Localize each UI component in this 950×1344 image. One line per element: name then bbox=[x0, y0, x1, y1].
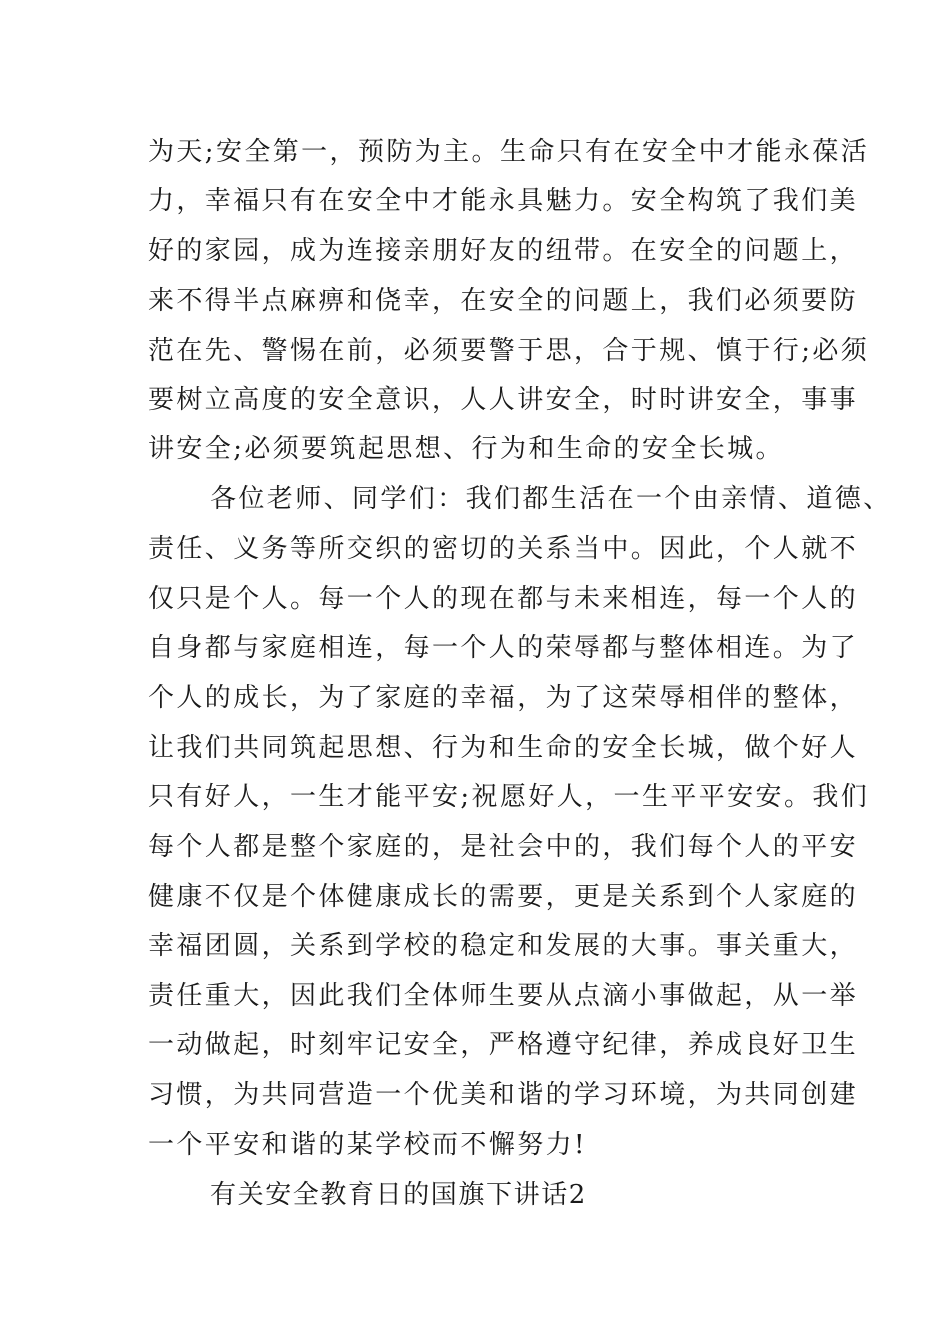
text-line: 好的家园，成为连接亲朋好友的纽带。在安全的问题上， bbox=[148, 236, 859, 266]
text-line: 力，幸福只有在安全中才能永具魅力。安全构筑了我们美 bbox=[148, 186, 859, 216]
section-heading: 有关安全教育日的国旗下讲话2 bbox=[210, 1180, 587, 1210]
text-line: 为天;安全第一，预防为主。生命只有在安全中才能永葆活 bbox=[148, 137, 870, 167]
text-line: 个人的成长，为了家庭的幸福，为了这荣辱相伴的整体， bbox=[148, 683, 859, 713]
text-line: 责任重大，因此我们全体师生要从点滴小事做起，从一举 bbox=[148, 981, 859, 1011]
text-line: 让我们共同筑起思想、行为和生命的安全长城，做个好人 bbox=[148, 733, 859, 763]
text-line: 范在先、警惕在前，必须要警于思，合于规、慎于行;必须 bbox=[148, 336, 870, 366]
text-line: 讲安全;必须要筑起思想、行为和生命的安全长城。 bbox=[148, 434, 784, 464]
text-line: 各位老师、同学们：我们都生活在一个由亲情、道德、 bbox=[210, 484, 892, 514]
text-line: 一个平安和谐的某学校而不懈努力! bbox=[148, 1130, 587, 1160]
text-line: 自身都与家庭相连，每一个人的荣辱都与整体相连。为了 bbox=[148, 633, 859, 663]
text-line: 幸福团圆，关系到学校的稳定和发展的大事。事关重大， bbox=[148, 931, 859, 961]
text-line: 要树立高度的安全意识，人人讲安全，时时讲安全，事事 bbox=[148, 385, 859, 415]
text-line: 只有好人，一生才能平安;祝愿好人，一生平平安安。我们 bbox=[148, 782, 870, 812]
text-line: 每个人都是整个家庭的，是社会中的，我们每个人的平安 bbox=[148, 832, 859, 862]
text-line: 习惯，为共同营造一个优美和谐的学习环境，为共同创建 bbox=[148, 1080, 859, 1110]
text-line: 来不得半点麻痹和侥幸，在安全的问题上，我们必须要防 bbox=[148, 286, 859, 316]
text-line: 责任、义务等所交织的密切的关系当中。因此，个人就不 bbox=[148, 534, 859, 564]
text-line: 健康不仅是个体健康成长的需要，更是关系到个人家庭的 bbox=[148, 882, 859, 912]
text-line: 一动做起，时刻牢记安全，严格遵守纪律，养成良好卫生 bbox=[148, 1030, 859, 1060]
text-line: 仅只是个人。每一个人的现在都与未来相连，每一个人的 bbox=[148, 584, 859, 614]
